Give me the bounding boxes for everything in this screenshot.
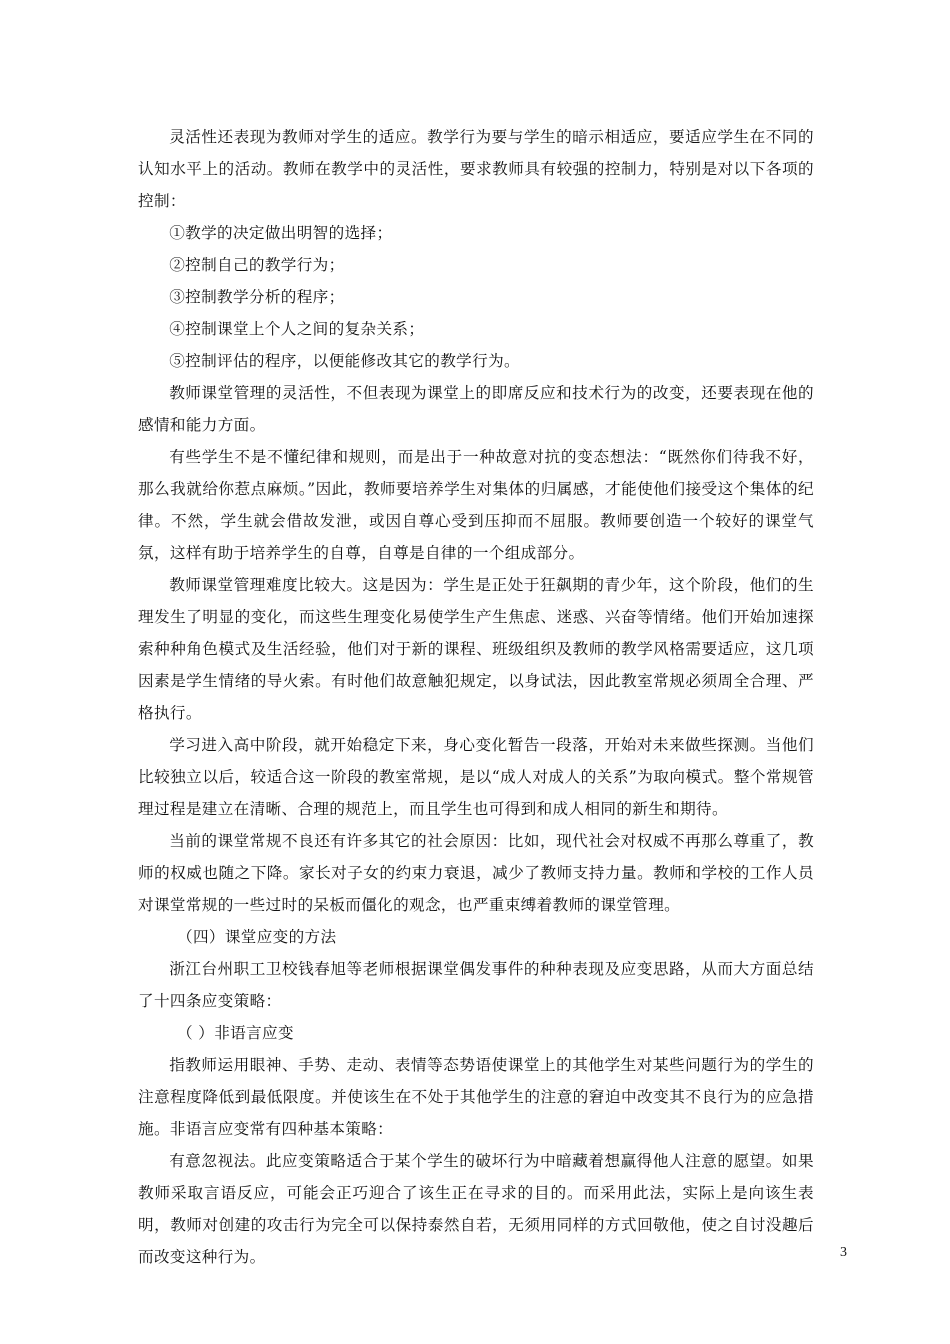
subheading-nonverbal-response: （ ）非语言应变 — [177, 1024, 294, 1042]
paragraph-high-school-stage: 学习进入高中阶段，就开始稳定下来，身心变化暂告一段落，开始对未来做些探测。当他们比较独立以后，较适合这一阶段的教室常规，是以“成人对成人的关系”为取向模式。整个常规管理过程是建立在清晰、合理的规范上，而且学生也可得到和成人相同的新生和期待。 — [138, 736, 814, 818]
paragraph-intentional-ignoring: 有意忽视法。此应变策略适合于某个学生的破坏行为中暗藏着想赢得他人注意的愿望。如果教师采取言语反应，可能会正巧迎合了该生正在寻求的目的。而采用此法，实际上是向该生表明，教师对创建的攻击行为完全可以保持泰然自若，无须用同样的方式回敬他，使之自讨没趣后而改变这种行为。 — [138, 1152, 814, 1266]
paragraph-social-reasons: 当前的课堂常规不良还有许多其它的社会原因：比如，现代社会对权威不再那么尊重了，教师的权威也随之下降。家长对子女的约束力衰退，减少了教师支持力量。教师和学校的工作人员对课堂常规的一些过时的呆板而僵化的观念，也严重束缚着教师的课堂管理。 — [138, 832, 814, 914]
document-body — [138, 121, 814, 1273]
paragraph-nonverbal-definition: 指教师运用眼神、手势、走动、表情等态势语使课堂上的其他学生对某些问题行为的学生的注意程度降低到最低限度。并使该生在不处于其他学生的注意的窘迫中改变其不良行为的应急措施。非语言应变常有四种基本策略： — [138, 1056, 814, 1138]
paragraph-fourteen-strategies: 浙江台州职工卫校钱春旭等老师根据课堂偶发事件的种种表现及应变思路，从而大方面总结了十四条应变策略： — [138, 960, 814, 1010]
paragraph-student-attitude: 有些学生不是不懂纪律和规则，而是出于一种故意对抗的变态想法：“既然你们待我不好，那么我就给你惹点麻烦。”因此，教师要培养学生对集体的归属感，才能使他们接受这个集体的纪律。不然，学生就会借故发泄，或因自尊心受到压抑而不屈服。教师要创造一个较好的课堂气氛，这样有助于培养学生的自尊，自尊是自律的一个组成部分。 — [138, 448, 814, 562]
list-item-1: ①教学的决定做出明智的选择； — [169, 224, 393, 242]
paragraph-management-flexibility: 教师课堂管理的灵活性，不但表现为课堂上的即席反应和技术行为的改变，还要表现在他的感情和能力方面。 — [138, 384, 814, 434]
list-item-5: ⑤控制评估的程序，以便能修改其它的教学行为。 — [169, 352, 520, 370]
list-item-3: ③控制教学分析的程序； — [169, 288, 345, 306]
list-item-2: ②控制自己的教学行为； — [169, 256, 345, 274]
list-item-4: ④控制课堂上个人之间的复杂关系； — [169, 320, 425, 338]
page-number: 3 — [840, 1245, 847, 1260]
section-heading-adaptation-methods: （四）课堂应变的方法 — [177, 928, 337, 946]
paragraph-management-difficulty: 教师课堂管理难度比较大。这是因为：学生是正处于狂飙期的青少年，这个阶段，他们的生理发生了明显的变化，而这些生理变化易使学生产生焦虑、迷惑、兴奋等情绪。他们开始加速探索种种角色模式及生活经验，他们对于新的课程、班级组织及教师的教学风格需要适应，这几项因素是学生情绪的导火索。有时他们故意触犯规定，以身试法，因此教室常规必须周全合理、严格执行。 — [138, 576, 814, 722]
paragraph-flexibility-adaptation: 灵活性还表现为教师对学生的适应。教学行为要与学生的暗示相适应，要适应学生在不同的认知水平上的活动。教师在教学中的灵活性，要求教师具有较强的控制力，特别是对以下各项的控制： — [138, 128, 814, 210]
